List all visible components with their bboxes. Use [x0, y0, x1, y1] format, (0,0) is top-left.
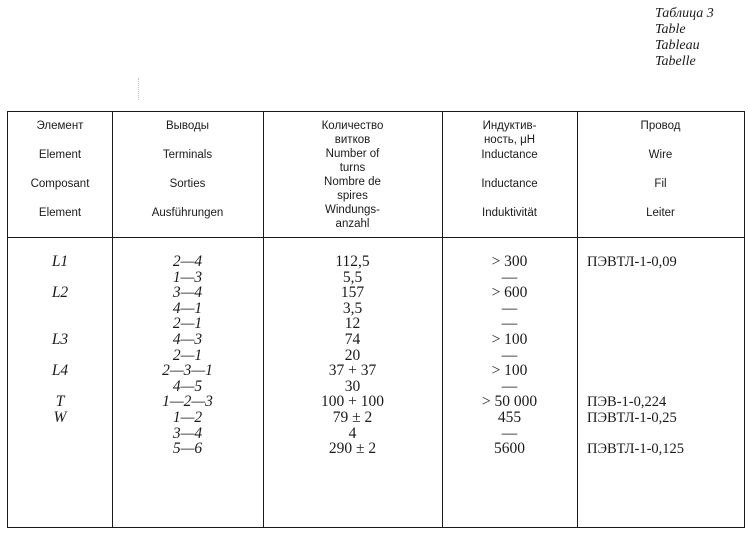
cell-turns: 290 ± 2 [328, 440, 377, 458]
caption-de: Tabelle [655, 54, 696, 69]
cell-terminals: 2—1 [172, 346, 203, 364]
cell-element: L2 [51, 284, 69, 302]
cell-turns: 79 ± 2 [332, 409, 373, 426]
cell-terminals: 3—4 [172, 284, 203, 302]
header-turns: Количество витков Number of turns Nombre de spires Windungs- anzahl [321, 120, 384, 230]
cell-wire: ПЭВТЛ-1-0,09 [587, 254, 677, 270]
cell-element: L4 [51, 362, 69, 380]
cell-turns: 4 [348, 424, 357, 442]
cell-turns: 5,5 [342, 268, 363, 286]
cell-element: L1 [51, 253, 69, 270]
cell-wire: ПЭВ-1-0,224 [587, 394, 667, 411]
cell-inductance: 455 [497, 409, 522, 426]
cell-turns: 112,5 [335, 253, 370, 270]
caption-en: Table [655, 22, 686, 37]
cell-turns: 20 [344, 346, 361, 364]
cell-turns: 3,5 [342, 299, 363, 317]
cell-inductance: — [501, 346, 518, 364]
header-terminals: Выводы Terminals Sorties Ausführungen [151, 120, 224, 219]
scan-speck [138, 78, 142, 100]
cell-element: T [55, 393, 65, 411]
cell-terminals: 3—4 [172, 424, 203, 442]
cell-terminals: 1—2 [172, 409, 203, 426]
caption-ru: Таблица 3 [655, 6, 714, 21]
cell-inductance: > 300 [491, 253, 528, 270]
cell-inductance: > 50 000 [481, 393, 538, 411]
cell-inductance: > 600 [491, 284, 528, 302]
cell-terminals: 4—5 [172, 377, 203, 395]
cell-turns: 12 [344, 315, 361, 333]
cell-terminals: 5—6 [172, 440, 203, 458]
cell-turns: 100 + 100 [321, 393, 384, 411]
cell-terminals: 2—4 [172, 253, 203, 270]
cell-terminals: 2—1 [172, 315, 203, 333]
caption-fr: Tableau [655, 38, 700, 53]
cell-element: L3 [51, 331, 69, 348]
cell-inductance: — [501, 424, 518, 442]
header-inductance: Индуктив- ность, μH Inductance Inductance Induktivität [481, 120, 538, 219]
table-caption [655, 6, 714, 70]
cell-inductance: — [501, 377, 518, 395]
header-wire: Провод Wire Fil Leiter [640, 120, 681, 219]
cell-turns: 37 + 37 [328, 362, 377, 380]
cell-element: W [53, 409, 67, 426]
cell-wire: ПЭВТЛ-1-0,125 [587, 441, 685, 458]
cell-terminals: 2—3—1 [162, 362, 213, 380]
cell-inductance: — [501, 268, 518, 286]
cell-wire: ПЭВТЛ-1-0,25 [587, 410, 677, 426]
cell-inductance: > 100 [491, 362, 528, 380]
cell-terminals: 4—3 [172, 331, 203, 348]
cell-turns: 74 [344, 331, 361, 348]
cell-turns: 157 [340, 284, 365, 302]
cell-turns: 30 [344, 377, 361, 395]
cell-terminals: 1—2—3 [162, 393, 213, 411]
cell-terminals: 4—1 [172, 299, 203, 317]
cell-inductance: > 100 [491, 331, 528, 348]
cell-inductance: — [501, 299, 518, 317]
cell-terminals: 1—3 [172, 268, 203, 286]
winding-table [7, 111, 745, 528]
header-element: Элемент Element Composant Element [30, 120, 90, 219]
cell-inductance: 5600 [494, 440, 525, 458]
header-divider [8, 237, 744, 238]
cell-inductance: — [501, 315, 518, 333]
